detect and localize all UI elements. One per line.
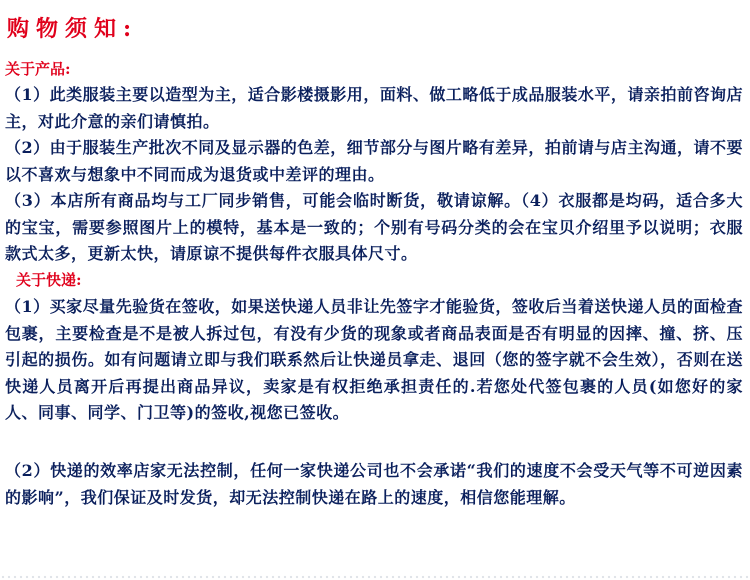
delivery-note-2: （2）快递的效率店家无法控制，任何一家快递公司也不会承诺“我们的速度不会受天气等不可逆因素的影响”，我们保证及时发货，却无法控制快递在路上的速度，相信您能理解。 [5, 461, 743, 507]
section-heading-delivery: 关于快递: [16, 271, 82, 289]
dotted-bottom-border [0, 574, 750, 580]
delivery-note-1: （1）买家尽量先验货在签收，如果送快递人员非让先签字才能验货，签收后当着送快递人员的面检查包裹，主要检查是不是被人拆过包，有没有少货的现象或者商品表面是否有明显的因摔、撞、挤、压引起的损伤。如有问题请立即与我们联系然后让快递员拿走、退回（您的签字就不会生效），否则在送快递人员离开后再提出商品异议，卖家是有权拒绝承担责任的.若您处代签包裹的人员(如您好的家人、同事、同学、门卫等)的签收,视您已签收。 [5, 297, 743, 422]
product-note-3: （3）本店所有商品均与工厂同步销售，可能会临时断货，敬请谅解。（4）衣服都是均码，适合多大的宝宝，需要参照图片上的模特，基本是一致的；个别有号码分类的会在宝贝介绍里予以说明；衣服款式太多，更新太快，请原谅不提供每件衣服具体尺寸。 [5, 191, 743, 263]
page-title: 购物须知: [7, 16, 139, 42]
product-note-2: （2）由于服装生产批次不同及显示器的色差，细节部分与图片略有差异，拍前请与店主沟通，请不要以不喜欢与想象中不同而成为退货或中差评的理由。 [5, 138, 743, 184]
section-heading-products: 关于产品: [5, 60, 71, 78]
product-note-1: （1）此类服装主要以造型为主，适合影楼摄影用，面料、做工略低于成品服装水平，请亲拍前咨询店主，对此介意的亲们请慎拍。 [5, 85, 743, 131]
